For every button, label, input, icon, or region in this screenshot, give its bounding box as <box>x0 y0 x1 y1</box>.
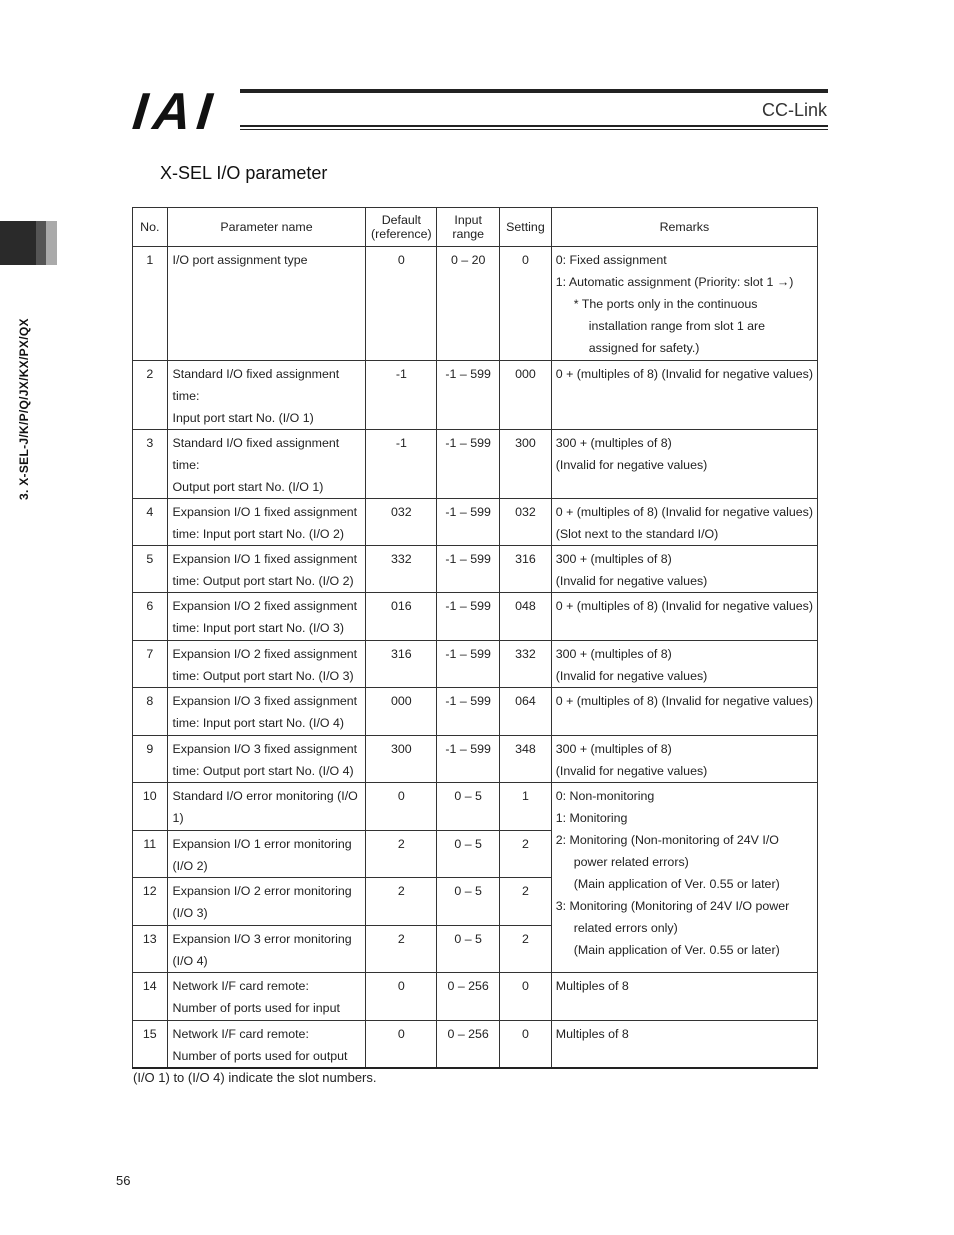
cell-setting: 2 <box>500 878 552 926</box>
cell-default: 316 <box>366 641 437 688</box>
cell-name <box>167 430 366 499</box>
remark-line: 0 + (multiples of 8) (Invalid for negative values) <box>555 694 813 708</box>
cell-range: 0 – 5 <box>437 831 500 878</box>
col-header-default <box>366 208 437 247</box>
col-header-name: Parameter name <box>167 208 366 247</box>
cell-setting: 048 <box>500 593 552 641</box>
cell-range: 0 – 20 <box>437 247 500 361</box>
cell-default: 0 <box>366 247 437 361</box>
cell-name <box>167 247 366 361</box>
remark-line: installation range from slot 1 are <box>588 319 766 333</box>
chapter-tab-block-mid <box>36 221 46 265</box>
iai-logo: IAI <box>129 83 221 141</box>
remark-line: 3: Monitoring (Monitoring of 24V I/O power <box>555 899 790 913</box>
remark-line: related errors only) <box>573 921 678 935</box>
name-line: time: Input port start No. (I/O 3) <box>172 621 345 635</box>
cell-remarks <box>551 499 817 546</box>
cell-default: 016 <box>366 593 437 641</box>
name-line: 1) <box>172 811 184 825</box>
cell-name <box>167 593 366 641</box>
name-line: I/O port assignment type <box>172 253 308 267</box>
chapter-tab-block <box>0 221 36 265</box>
name-line: Network I/F card remote: <box>172 979 309 993</box>
cell-default: -1 <box>366 430 437 499</box>
cell-default: 0 <box>366 1021 437 1069</box>
col-header-no: No. <box>133 208 168 247</box>
col-header-range-line2: range <box>452 227 485 241</box>
remark-line: (Invalid for negative values) <box>555 574 708 588</box>
cell-setting: 032 <box>500 499 552 546</box>
cell-no: 15 <box>133 1021 168 1069</box>
table-row <box>133 1021 818 1069</box>
remark-line: Multiples of 8 <box>555 979 629 993</box>
cell-range: -1 – 599 <box>437 430 500 499</box>
table-row <box>133 688 818 736</box>
cell-range: -1 – 599 <box>437 499 500 546</box>
cell-setting: 0 <box>500 973 552 1021</box>
header-rule-thin-2 <box>240 129 828 130</box>
cell-default: -1 <box>366 361 437 430</box>
header-rule-thick <box>240 89 828 93</box>
cell-setting: 064 <box>500 688 552 736</box>
name-line: Network I/F card remote: <box>172 1027 309 1041</box>
cell-no: 10 <box>133 783 168 831</box>
cell-name <box>167 973 366 1021</box>
cell-remarks <box>551 546 817 593</box>
cell-name <box>167 499 366 546</box>
name-line: time: Input port start No. (I/O 2) <box>172 527 345 541</box>
cell-name <box>167 1021 366 1069</box>
cell-no: 11 <box>133 831 168 878</box>
cell-range: 0 – 5 <box>437 783 500 831</box>
remark-line: (Invalid for negative values) <box>555 764 708 778</box>
table-row <box>133 783 818 831</box>
name-line: Expansion I/O 2 fixed assignment <box>172 599 358 613</box>
remark-line: (Invalid for negative values) <box>555 669 708 683</box>
cell-name <box>167 831 366 878</box>
cell-default: 2 <box>366 926 437 973</box>
product-name: CC-Link <box>761 100 827 120</box>
remark-line: 300 + (multiples of 8) <box>555 436 672 450</box>
cell-range: 0 – 5 <box>437 878 500 926</box>
cell-default: 000 <box>366 688 437 736</box>
remark-line: (Slot next to the standard I/O) <box>555 527 719 541</box>
name-line: Standard I/O fixed assignment <box>172 367 340 381</box>
remark-line: 0 + (multiples of 8) (Invalid for negative values) <box>555 599 813 613</box>
cell-name <box>167 736 366 783</box>
cell-remarks <box>551 593 817 641</box>
name-line: Expansion I/O 3 error monitoring <box>172 932 352 946</box>
remark-line: 0 + (multiples of 8) (Invalid for negative values) <box>555 367 813 381</box>
table-header-row <box>133 208 818 247</box>
name-line: Expansion I/O 1 error monitoring <box>172 837 352 851</box>
io-parameter-table <box>132 207 818 1069</box>
cell-no: 4 <box>133 499 168 546</box>
cell-name <box>167 688 366 736</box>
cell-default: 332 <box>366 546 437 593</box>
name-line: Expansion I/O 1 fixed assignment <box>172 505 358 519</box>
name-line: time: <box>172 458 200 472</box>
cell-name <box>167 641 366 688</box>
cell-no: 9 <box>133 736 168 783</box>
cell-remarks <box>551 736 817 783</box>
cell-name <box>167 926 366 973</box>
cell-remarks <box>551 688 817 736</box>
cell-default: 032 <box>366 499 437 546</box>
remark-line: 2: Monitoring (Non-monitoring of 24V I/O <box>555 833 779 847</box>
page-number: 56 <box>116 1173 131 1188</box>
name-line: Number of ports used for input <box>172 1001 340 1015</box>
col-header-default-line2: (reference) <box>371 227 432 241</box>
cell-remarks <box>551 1021 817 1069</box>
name-line: (I/O 3) <box>172 906 208 920</box>
remark-line: * The ports only in the continuous <box>573 297 758 311</box>
table-row <box>133 361 818 430</box>
cell-remarks-shared <box>551 783 817 973</box>
remark-line: Multiples of 8 <box>555 1027 629 1041</box>
cell-name <box>167 546 366 593</box>
name-line: Standard I/O fixed assignment <box>172 436 340 450</box>
cell-default: 2 <box>366 878 437 926</box>
table-row <box>133 736 818 783</box>
cell-range: 0 – 256 <box>437 973 500 1021</box>
remark-line: 0 + (multiples of 8) (Invalid for negative values) <box>555 505 813 519</box>
cell-remarks <box>551 973 817 1021</box>
cell-default: 0 <box>366 783 437 831</box>
table-row <box>133 641 818 688</box>
cell-no: 3 <box>133 430 168 499</box>
cell-range: 0 – 256 <box>437 1021 500 1069</box>
col-header-range-line1: Input <box>454 213 482 227</box>
cell-setting: 1 <box>500 783 552 831</box>
name-line: time: Output port start No. (I/O 3) <box>172 669 354 683</box>
table-row <box>133 247 818 361</box>
cell-name <box>167 783 366 831</box>
cell-remarks <box>551 430 817 499</box>
remark-line: 300 + (multiples of 8) <box>555 647 672 661</box>
cell-remarks <box>551 641 817 688</box>
cell-no: 12 <box>133 878 168 926</box>
cell-range: -1 – 599 <box>437 546 500 593</box>
remark-line: power related errors) <box>573 855 689 869</box>
table-row <box>133 430 818 499</box>
cell-setting: 2 <box>500 926 552 973</box>
name-line: (I/O 2) <box>172 859 208 873</box>
cell-remarks <box>551 361 817 430</box>
header-rule-thin <box>240 125 828 127</box>
cell-no: 8 <box>133 688 168 736</box>
name-line: Expansion I/O 3 fixed assignment <box>172 742 358 756</box>
cell-name <box>167 361 366 430</box>
cell-setting: 0 <box>500 247 552 361</box>
col-header-remarks: Remarks <box>551 208 817 247</box>
cell-no: 13 <box>133 926 168 973</box>
cell-no: 2 <box>133 361 168 430</box>
name-line: Expansion I/O 1 fixed assignment <box>172 552 358 566</box>
name-line: time: Output port start No. (I/O 2) <box>172 574 354 588</box>
name-line: Output port start No. (I/O 1) <box>172 480 324 494</box>
table-row <box>133 973 818 1021</box>
remark-line: 1: Monitoring <box>555 811 628 825</box>
cell-default: 0 <box>366 973 437 1021</box>
col-header-setting: Setting <box>500 208 552 247</box>
name-line: Expansion I/O 2 fixed assignment <box>172 647 358 661</box>
chapter-side-label: 3. X-SEL-J/K/P/Q/JX/KX/PX/QX <box>17 318 31 500</box>
cell-no: 7 <box>133 641 168 688</box>
remark-line: assigned for safety.) <box>588 341 700 355</box>
name-line: time: <box>172 389 200 403</box>
cell-range: -1 – 599 <box>437 361 500 430</box>
remark-line: 300 + (multiples of 8) <box>555 742 672 756</box>
remark-line: 0: Fixed assignment <box>555 253 667 267</box>
remark-line: (Main application of Ver. 0.55 or later) <box>573 877 780 891</box>
cell-setting: 348 <box>500 736 552 783</box>
remark-line: 1: Automatic assignment (Priority: slot 1 →) <box>555 275 794 289</box>
cell-setting: 316 <box>500 546 552 593</box>
table-row <box>133 499 818 546</box>
cell-range: -1 – 599 <box>437 688 500 736</box>
cell-remarks <box>551 247 817 361</box>
cell-setting: 0 <box>500 1021 552 1069</box>
cell-setting: 000 <box>500 361 552 430</box>
cell-no: 5 <box>133 546 168 593</box>
name-line: Number of ports used for output <box>172 1049 348 1063</box>
cell-no: 6 <box>133 593 168 641</box>
cell-range: 0 – 5 <box>437 926 500 973</box>
chapter-tab-block-light <box>46 221 57 265</box>
name-line: (I/O 4) <box>172 954 208 968</box>
cell-range: -1 – 599 <box>437 736 500 783</box>
name-line: Expansion I/O 3 fixed assignment <box>172 694 358 708</box>
remark-line: (Invalid for negative values) <box>555 458 708 472</box>
cell-default: 300 <box>366 736 437 783</box>
remark-line: 300 + (multiples of 8) <box>555 552 672 566</box>
cell-setting: 2 <box>500 831 552 878</box>
table-footnote: (I/O 1) to (I/O 4) indicate the slot numbers. <box>133 1070 377 1085</box>
name-line: time: Input port start No. (I/O 4) <box>172 716 345 730</box>
remark-line: (Main application of Ver. 0.55 or later) <box>573 943 780 957</box>
cell-name <box>167 878 366 926</box>
cell-range: -1 – 599 <box>437 641 500 688</box>
name-line: Expansion I/O 2 error monitoring <box>172 884 352 898</box>
name-line: Input port start No. (I/O 1) <box>172 411 314 425</box>
col-header-range <box>437 208 500 247</box>
table-row <box>133 593 818 641</box>
cell-no: 14 <box>133 973 168 1021</box>
cell-no: 1 <box>133 247 168 361</box>
cell-default: 2 <box>366 831 437 878</box>
col-header-default-line1: Default <box>381 213 421 227</box>
cell-setting: 332 <box>500 641 552 688</box>
cell-setting: 300 <box>500 430 552 499</box>
table-row <box>133 546 818 593</box>
name-line: Standard I/O error monitoring (I/O <box>172 789 358 803</box>
cell-range: -1 – 599 <box>437 593 500 641</box>
section-title: X-SEL I/O parameter <box>160 163 328 183</box>
name-line: time: Output port start No. (I/O 4) <box>172 764 354 778</box>
remark-line: 0: Non-monitoring <box>555 789 655 803</box>
